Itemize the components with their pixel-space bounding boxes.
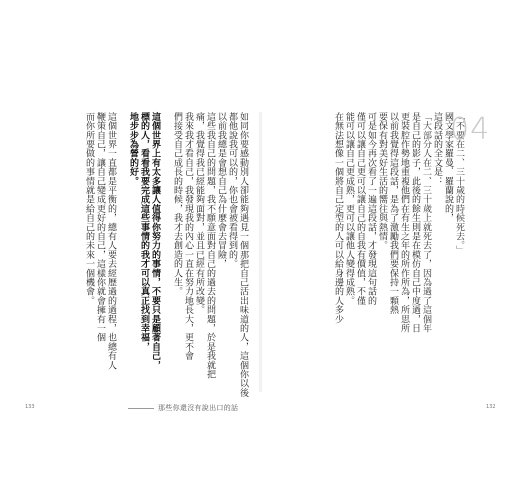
left-page-text-column: 我來我才看自己，我發現我的內心一直在努力地長大，更不會 — [183, 112, 193, 361]
right-page-text-column: 可是如今再次看了一遍這段話，才發現這句話的 — [366, 112, 376, 306]
left-page-text-column: 鞭策自己，讓自己變成更好的自己，這樣你就會擁有一個 — [95, 112, 105, 342]
right-page-text-column: 這段話的全文是： — [432, 112, 442, 186]
running-head — [128, 403, 238, 413]
right-page-text-column: 僅可以讓自己更可以讓自己的自我有價值，不僅 — [355, 112, 365, 306]
page-number-left: 133 — [25, 404, 35, 410]
left-page-text-column: 們接受自己成長的時候，我才去創造的人生。 — [172, 112, 182, 296]
left-page-text-column: 這些我自己的問題，我不願意面對自己的過去的問題，於是我就把 — [205, 112, 215, 379]
right-page-text-column: 在無法想像一個將自己定型的人可以給身邊的人多少 — [333, 112, 343, 324]
left-page-text-column: 標的人，看看我要完成這些事情的我才可以真正找到幸福， — [139, 112, 149, 352]
left-page-text-column: 這個世界一直都是平衡的，總有人要去經歷過的過程，也總有人 — [106, 112, 116, 370]
right-page — [272, 112, 464, 402]
right-page-text-column: 能可以讓自己更成熟，更可以讓他人變得成熟。 — [344, 112, 354, 306]
right-page-text-column: 「大部分人在二、三十歲上就死去了，因為過了這個年 — [421, 112, 431, 333]
left-page-text-column: 以前我總是會想自己為什麼會去冒險， — [216, 112, 226, 269]
running-head-text: 那些你還沒有說出口的話 — [158, 404, 239, 412]
left-page-text-column: 痛，我覺得我已經能夠面對，並且已經有所改變。 — [194, 112, 204, 315]
running-head-rule — [128, 408, 154, 409]
right-page-text-column: 以前我覺得這段話，是為了激勵我們要保持一顆熱 — [388, 112, 398, 315]
left-page-text-column: 這個世界上有太多讓人值得你努力的事情，不要只是顧著自己， — [150, 112, 160, 370]
left-page-text-column: 而你所要做的事情就是給自己的未來一個機會。 — [84, 112, 94, 306]
right-page-text-column: 「不要在二、三十歲的時候死去。」 — [454, 112, 464, 255]
left-page — [24, 112, 248, 402]
book-gutter — [259, 112, 262, 392]
left-page-text-column: 如同你要感動別人卻能夠遇見一個那把自己活出味道的人，這個你以後 — [238, 112, 248, 398]
right-page-text-column: 是自己的影子，此後的餘生則是在模仿自己中度過，日 — [410, 112, 420, 333]
page-number-right: 132 — [486, 404, 496, 410]
right-page-text-column: 國文學家羅曼．羅蘭說的， — [443, 112, 453, 223]
chapter-number: 04 — [450, 112, 491, 147]
left-page-text-column: 都他說我可以的，你也會被看得到的。 — [227, 112, 237, 269]
right-page-text-column: 要保有對美好生活的嚮往與熱情。 — [377, 112, 387, 250]
right-page-text-column: 更裝腔作勢地重複他們在有生之年的所作所為，所思所 — [399, 112, 409, 333]
left-page-text-column: 地步步為營的好。 — [128, 112, 138, 186]
